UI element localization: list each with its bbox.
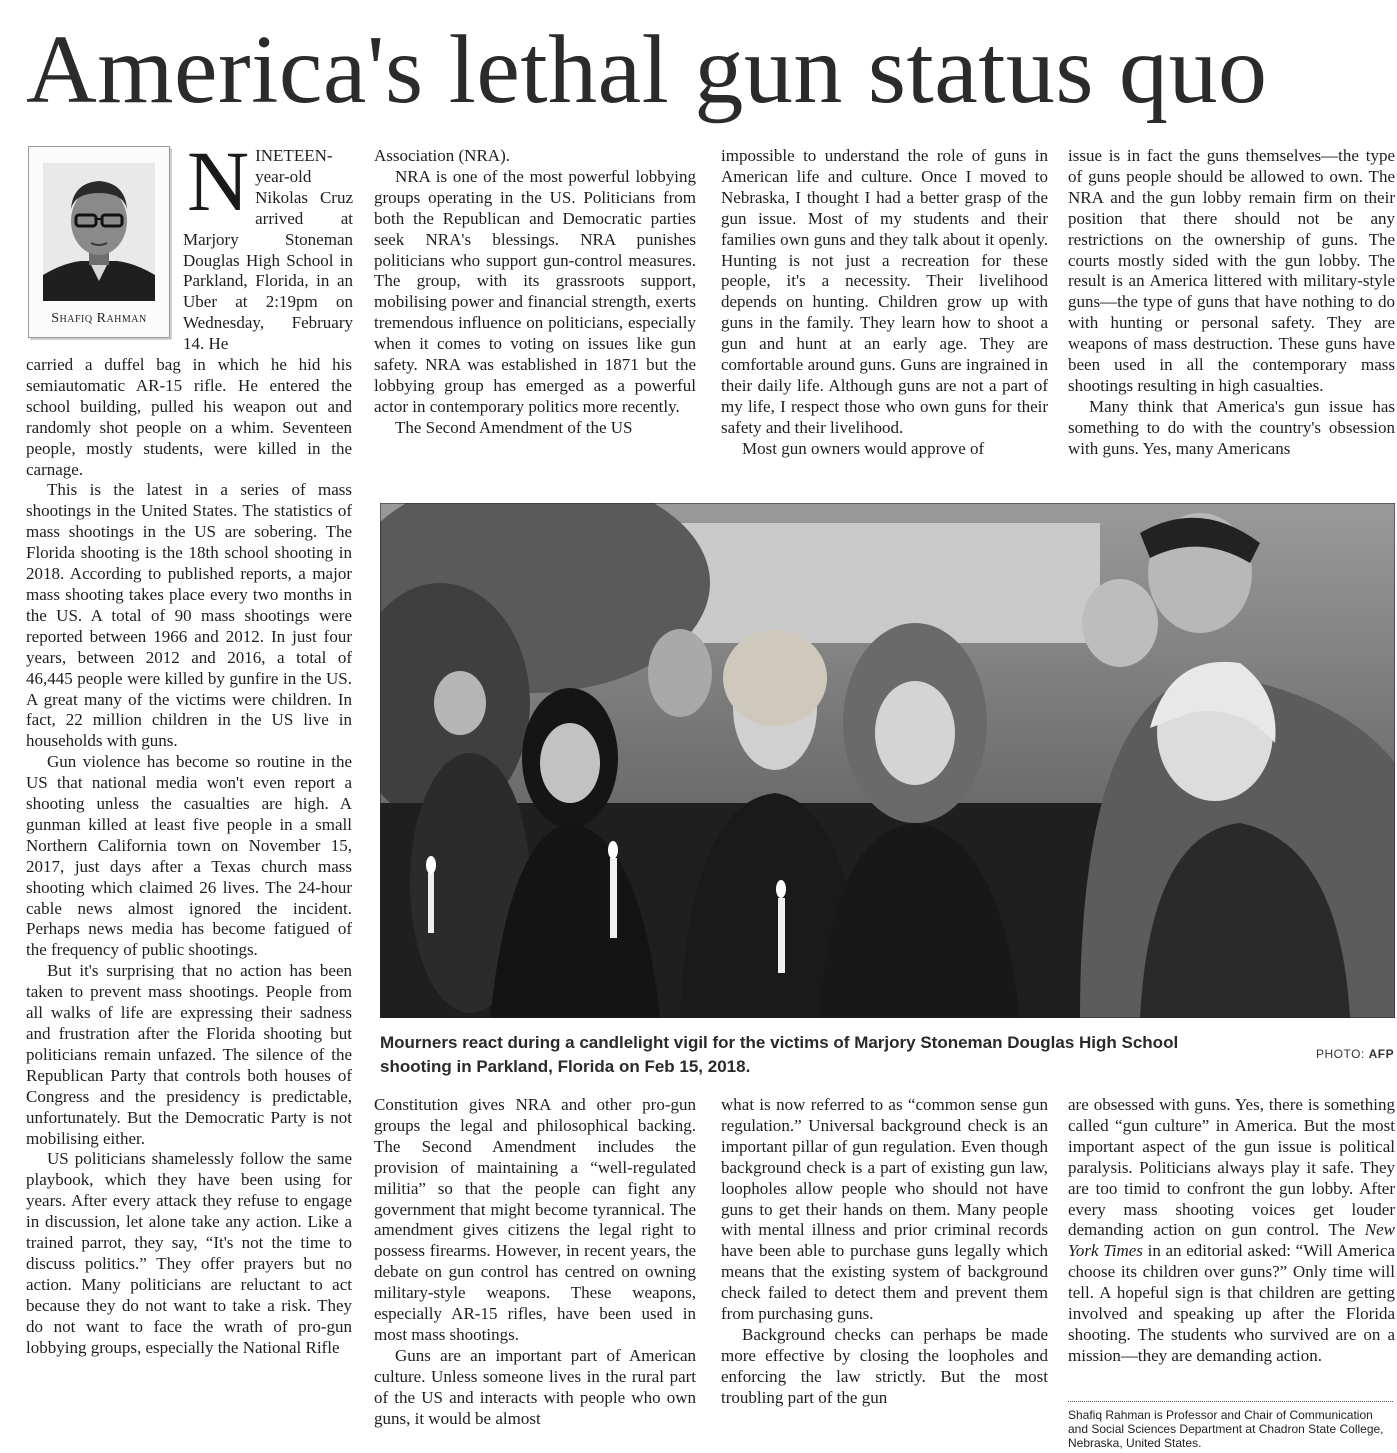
column-4-bottom xyxy=(1068,1095,1395,1367)
paragraph: Background checks can perhaps be made more effective by closing the loopholes and enforcing the law strictly. But the most troubling part of the gun xyxy=(721,1324,1048,1407)
paragraph: Most gun owners would approve of xyxy=(742,438,985,458)
byline-name: Shafiq Rahman xyxy=(51,311,147,326)
column-2-bottom xyxy=(374,1095,696,1430)
paragraph: what is now referred to as “common sense gun regulation.” Universal background check is an important pillar of gun regulation. Even though background check is a part of existing gun law, loopholes allow people who should not have guns to get their hands on them. Many people with mental illness and prior criminal records have been able to purchase guns legally which means that the existing system of background check failed to detect them and prevent them from purchasing guns. xyxy=(721,1095,1048,1324)
paragraph: But it's surprising that no action has been taken to prevent mass shootings. People from all walks of life are expressing their sadness and frustration after the Florida shooting but politicians remain unfazed. The silence of the Republican Party that controls both houses of Congress and the presidency is predictable, unfortunately. But the Democratic Party is not mobilising either. xyxy=(26,961,352,1148)
column-3-bottom xyxy=(721,1095,1048,1409)
paragraph: This is the latest in a series of mass shootings in the United States. The statistics of mass shootings in the US are sobering. The Florida shooting is the 18th school shooting in 2018. According to published reports, a major mass shooting takes place every two months in the US. A total of 90 mass shootings were reported between 1966 and 2012. In just four years, between 2012 and 2016, a total of 46,445 people were killed by gunfire in the US. A great many of the victims were children. In fact, 22 million children in the US live in households with guns. xyxy=(26,480,352,751)
text-run: in an editorial asked: “Will America choose its children over guns?” Only time will tell. A hopeful sign is that children are getting involved and speaking up after the Florida shooting. The students who survived are on a mission—they are demanding action. xyxy=(1068,1241,1395,1365)
publication-name: New York Times xyxy=(1068,1220,1395,1261)
drop-cap: N xyxy=(187,133,250,229)
paragraph: Constitution gives NRA and other pro-gun groups the legal and philosophical backing. The Second Amendment includes the provision of maintaining a “well-regulated militia” so that the people can fight any government that might become tyrannical. The amendment gives citizens the legal right to possess firearms. However, in recent years, the debate on gun control has centred on owning military-style weapons. These weapons, especially AR-15 rifles, have been used in most mass shootings. xyxy=(374,1095,696,1344)
column-2-top xyxy=(374,146,696,439)
author-bio: Shafiq Rahman is Professor and Chair of Communication and Social Sciences Department at Chadron State College, Nebraska, United States. xyxy=(1068,1408,1384,1450)
paragraph xyxy=(1068,1095,1395,1367)
photo-credit-source: AFP xyxy=(1368,1047,1395,1061)
photo-credit-label: PHOTO: xyxy=(1316,1047,1369,1061)
paragraph: Many think that America's gun issue has something to do with the country's obsession with guns. Yes, many Americans xyxy=(1068,396,1395,458)
paragraph: US politicians shamelessly follow the same playbook, which they have been using for years. After every attack they refuse to engage in discussion, let alone take any action. Like a trained parrot, they say, “It's not the time to discuss politics.” They offer prayers but no action. Many politicians are reluctant to act because they do not want to take a risk. They do not want to face the wrath of pro-gun lobbying groups, especially the National Rifle xyxy=(26,1149,352,1357)
article-lead xyxy=(183,133,353,355)
text-run: are obsessed with guns. Yes, there is something called “gun culture” in America. But the most important aspect of the gun issue is political paralysis. Politicians always play it safe. They are too timid to confront the gun lobby. After every mass shooting voices get louder demanding action on gun control. The xyxy=(1068,1095,1395,1240)
paragraph: The Second Amendment of the US xyxy=(395,417,633,437)
bio-divider xyxy=(1068,1401,1393,1402)
photo-caption: Mourners react during a candlelight vigil for the victims of Marjory Stoneman Douglas High School shooting in Parkland, Florida on Feb 15, 2018. xyxy=(380,1033,1179,1076)
paragraph: carried a duffel bag in which he hid his semiautomatic AR-15 rifle. He entered the school building, pulled his weapon out and randomly shot people on a whim. Seventeen people, mostly students, were killed in the carnage. xyxy=(26,355,352,479)
column-1 xyxy=(26,355,352,1359)
column-4-top xyxy=(1068,146,1395,460)
paragraph: Association (NRA). xyxy=(374,146,510,165)
paragraph: NRA is one of the most powerful lobbying groups operating in the US. Politicians from both the Republican and Democratic parties seek NRA's blessings. NRA punishes politicians who support gun-control measures. The group, with its grassroots support, mobilising power and financial strength, exerts tremendous influence on politicians, especially when it comes to voting on issues like gun safety. NRA was established in 1871 but the lobbying group has emerged as a powerful actor in contemporary politics more recently. xyxy=(374,166,696,416)
paragraph: issue is in fact the guns themselves—the type of guns people should be allowed to own. The NRA and the gun lobby remain firm on their position that there should not be any restrictions on the ownership of guns. The courts mostly sided with the gun lobby. The result is an America littered with military-style guns—the type of guns that have nothing to do with hunting or personal safety. They are weapons of mass destruction. These guns have been used in all the contemporary mass shootings resulting in high casualties. xyxy=(1068,146,1395,395)
byline-box xyxy=(28,146,170,338)
lead-paragraph: INETEEN-year-old Nikolas Cruz arrived at Marjory Stoneman Douglas High School in Parkland, Florida, in an Uber at 2:19pm on Wednesday, February 14. He xyxy=(183,146,353,354)
paragraph: Gun violence has become so routine in the US that national media won't even report a shooting unless the casualties are high. A gunman killed at least five people in a small Northern California town on November 15, 2017, just days after a Texas church mass shooting which claimed 26 lives. The 24-hour cable news almost ignored the incident. Perhaps news media has become fatigued of the frequency of public shootings. xyxy=(26,752,352,960)
photo-credit xyxy=(1316,1047,1394,1061)
headline: America's lethal gun status quo xyxy=(26,16,1268,124)
column-3-top xyxy=(721,146,1048,460)
author-portrait xyxy=(43,163,155,301)
paragraph: impossible to understand the role of guns in American life and culture. Once I moved to Nebraska, I thought I had a better grasp of the gun issue. Most of my students and their families own guns and they talk about it openly. Hunting is not just a recreation for these people, it's a necessity. Their livelihood depends on hunting. Children grow up with guns in the family. They learn how to shoot a gun and hunt at an early age. They are comfortable around guns. Guns are ingrained in their daily life. Although guns are not a part of my life, I respect those who own guns for their safety and their livelihood. xyxy=(721,146,1048,437)
paragraph: Guns are an important part of American culture. Unless someone lives in the rural part of the US and interacts with people who own guns, it would be almost xyxy=(374,1345,696,1428)
vigil-photo xyxy=(380,503,1395,1018)
